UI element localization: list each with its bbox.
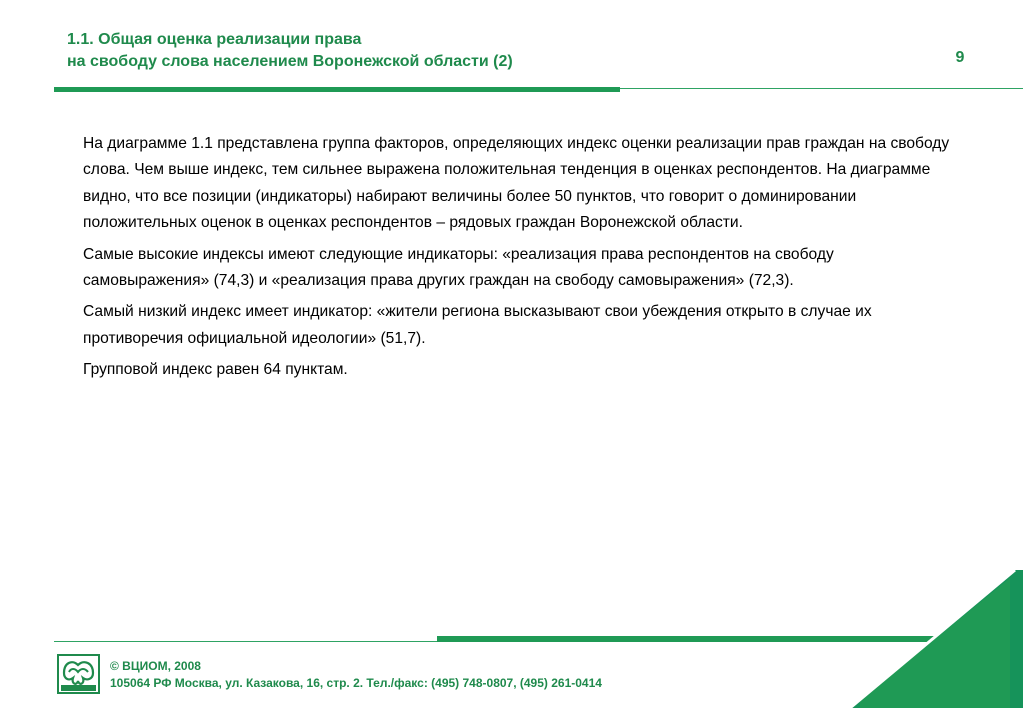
footer-divider-thin [54, 641, 437, 642]
body-text [83, 131, 963, 389]
footer-contacts [110, 658, 602, 692]
footer-copyright: © ВЦИОМ, 2008 [110, 659, 201, 673]
header-divider-thick [54, 87, 620, 92]
footer-address: 105064 РФ Москва, ул. Казакова, 16, стр. 2. Тел./факс: (495) 748-0807, (495) 261-0414 [110, 676, 602, 690]
paragraph-1: На диаграмме 1.1 представлена группа факторов, определяющих индекс оценки реализации прав граждан на свободу слова. Чем выше индекс, тем сильнее выражена положительная тенденция в оценках респондентов. На диаграмме видно, что все позиции (индикаторы) набирают величины более 50 пунктов, что говорит о доминировании положительных оценок в оценках респондентов – рядовых граждан Воронежской области. [83, 135, 950, 232]
paragraph-3: Самый низкий индекс имеет индикатор: «жители региона высказывают свои убеждения открыто в случае их противоречия официальной идеологии» (51,7). [83, 303, 872, 347]
page-title-line-2: на свободу слова населением Воронежской области (2) [67, 53, 513, 70]
page-title-line-1: 1.1. Общая оценка реализации права [67, 31, 362, 48]
corner-inner-triangle [860, 578, 1010, 708]
page-title [67, 29, 867, 73]
vciom-logo-icon [57, 654, 100, 694]
page-number: 9 [955, 49, 965, 66]
paragraph-4: Групповой индекс равен 64 пунктам. [83, 361, 348, 379]
header-divider-thin [620, 88, 1023, 89]
paragraph-2: Самые высокие индексы имеют следующие индикаторы: «реализация права респондентов на свободу самовыражения» (74,3) и «реализация права других граждан на свободу самовыражения» (72,3). [83, 245, 834, 290]
corner-decoration [850, 570, 1023, 708]
